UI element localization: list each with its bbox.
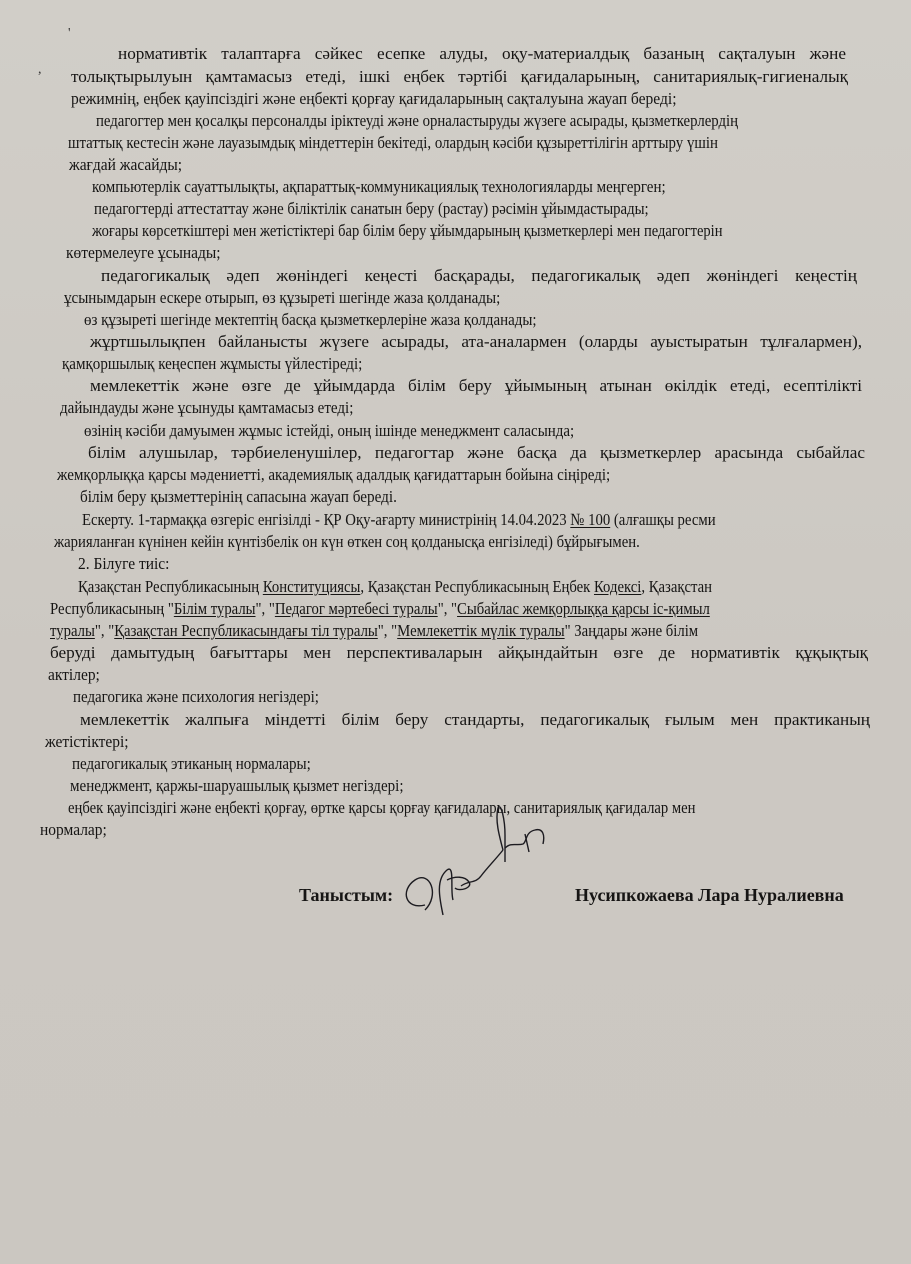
employee-name: Нусипкожаева Лара Нуралиевна [575,885,844,905]
handwritten-signature [395,800,575,920]
text-line: білім беру қызметтерінің сапасына жауап береді. [80,487,397,506]
text-line: компьютерлік сауаттылықты, ақпараттық-коммуникациялық технологияларды меңгерген; [92,177,666,196]
text-line: нормативтік талаптарға сәйкес есепке алуды, оқу-материалдық базаның сақталуын және [118,44,846,63]
link-anticorruption-law-cont[interactable]: туралы [50,621,95,640]
text-line: педагогтер мен қосалқы персоналды іріктеуді және орналастыруды жүзеге асырады, қызметкерлердің [96,111,738,130]
link-education-law[interactable]: Білім туралы [173,599,256,618]
list-item: менеджмент, қаржы-шаруашылық қызмет негіздері; [70,776,404,795]
text: , Қазақстан Республикасының Еңбек [360,577,594,596]
list-item: еңбек қауіпсіздігі және еңбекті қорғау, өртке қарсы қорғау қағидалары, санитариялық қағидалар мен [68,798,696,817]
text-line: штаттық кестесін және лауазымдық міндеттерін бекітеді, олардың кәсіби құзыреттілігін арттыру үшін [68,133,718,152]
list-item: жетістіктері; [45,732,129,751]
text-line: қамқоршылық кеңеспен жұмысты үйлестіреді; [62,354,363,373]
text-line: педагогикалық әдеп жөніндегі кеңесті басқарады, педагогикалық әдеп жөніндегі кеңестің [101,266,857,285]
laws-line [50,620,698,642]
text: Қазақстан Республикасының [78,577,263,596]
link-language-law[interactable]: Қазақстан Республикасындағы тіл туралы [114,621,378,640]
laws-line [50,598,710,620]
order-link[interactable]: № 100 [570,510,611,529]
link-labor-code[interactable]: Кодексі [593,577,642,596]
text-line: мемлекеттік және өзге де ұйымдарда білім беру ұйымының атынан өкілдік етеді, есептілікті [90,376,862,395]
link-anticorruption-law[interactable]: Сыбайлас жемқорлыққа қарсы іс-қимыл [457,599,710,618]
text-line: өзінің кәсіби дамуымен жұмыс істейді, оның ішінде менеджмент саласында; [84,421,575,440]
scan-mark-top: ' [68,26,71,41]
text-line: толықтырылуын қамтамасыз етеді, ішкі еңбек тәртібі қағидаларының, санитариялық-гигиеналық [71,67,848,86]
laws-line [78,576,712,598]
text: , Қазақстан [641,577,713,596]
text-line: режимнің, еңбек қауіпсіздігі және еңбекті қорғау қағидаларының сақталуына жауап береді; [71,89,677,108]
text-line: актілер; [48,665,100,684]
scan-mark-left: , [38,62,42,77]
list-item: мемлекеттік жалпыға міндетті білім беру стандарты, педагогикалық ғылым мен практиканың [80,710,870,729]
text: ", " [255,599,275,618]
text-line: дайындауды және ұсынуды қамтамасыз етеді; [60,398,354,417]
text-line: көтермелеуге ұсынады; [66,243,221,262]
link-constitution[interactable]: Конституциясы [262,577,361,596]
acknowledged-label: Таныстым: [299,885,394,905]
text: ", " [377,621,398,640]
amendment-note [82,509,716,531]
text-line: жұртшылықпен байланысты жүзеге асырады, ата-аналармен (оларды ауыстыратын тұлғалармен), [90,332,862,351]
link-state-property-law[interactable]: Мемлекеттік мүлік туралы [397,621,565,640]
note-text: (алғашқы ресми [610,510,716,529]
text-line: ұсынымдарын ескере отырып, өз құзыреті шегінде жаза қолданады; [64,288,501,307]
text-line: білім алушылар, тәрбиеленушілер, педагогтар және басқа да қызметкерлер арасында сыбайлас [88,443,865,462]
text-line: жоғары көрсеткіштері мен жетістіктері бар білім беру ұйымдарының қызметкерлері мен педагогтерін [92,221,723,240]
text-line: өз құзыреті шегінде мектептің басқа қызметкерлеріне жаза қолданады; [84,310,537,329]
text: " Заңдары және білім [564,621,699,640]
note-text: Ескерту. 1-тармаққа өзгеріс енгізілді - ҚР Оқу-ағарту министрінің 14.04.2023 [82,510,571,529]
text-line: педагогтерді аттестаттау және біліктілік санатын беру (растау) рәсімін ұйымдастырады; [94,199,649,218]
text: Республикасының " [50,599,174,618]
text-line: беруді дамытудың бағыттары мен перспективаларын айқындайтын өзге де нормативтік құқықтық [50,643,868,662]
text-line: жемқорлыққа қарсы мәдениетті, академиялық адалдық қағидаттарын бойына сіңіреді; [57,465,611,484]
list-item: педагогика және психология негіздері; [73,687,319,706]
text: ", " [437,599,458,618]
text-line: жарияланған күнінен кейін күнтізбелік он күн өткен соң қолданысқа енгізіледі) бұйрығымен. [54,532,640,551]
link-teacher-status-law[interactable]: Педагог мәртебесі туралы [274,599,438,618]
list-item: нормалар; [40,820,107,839]
text: ", " [94,621,115,640]
list-item: педагогикалық этиканың нормалары; [72,754,311,773]
section-heading: 2. Білуге тиіс: [78,554,170,573]
text-line: жағдай жасайды; [69,155,183,174]
